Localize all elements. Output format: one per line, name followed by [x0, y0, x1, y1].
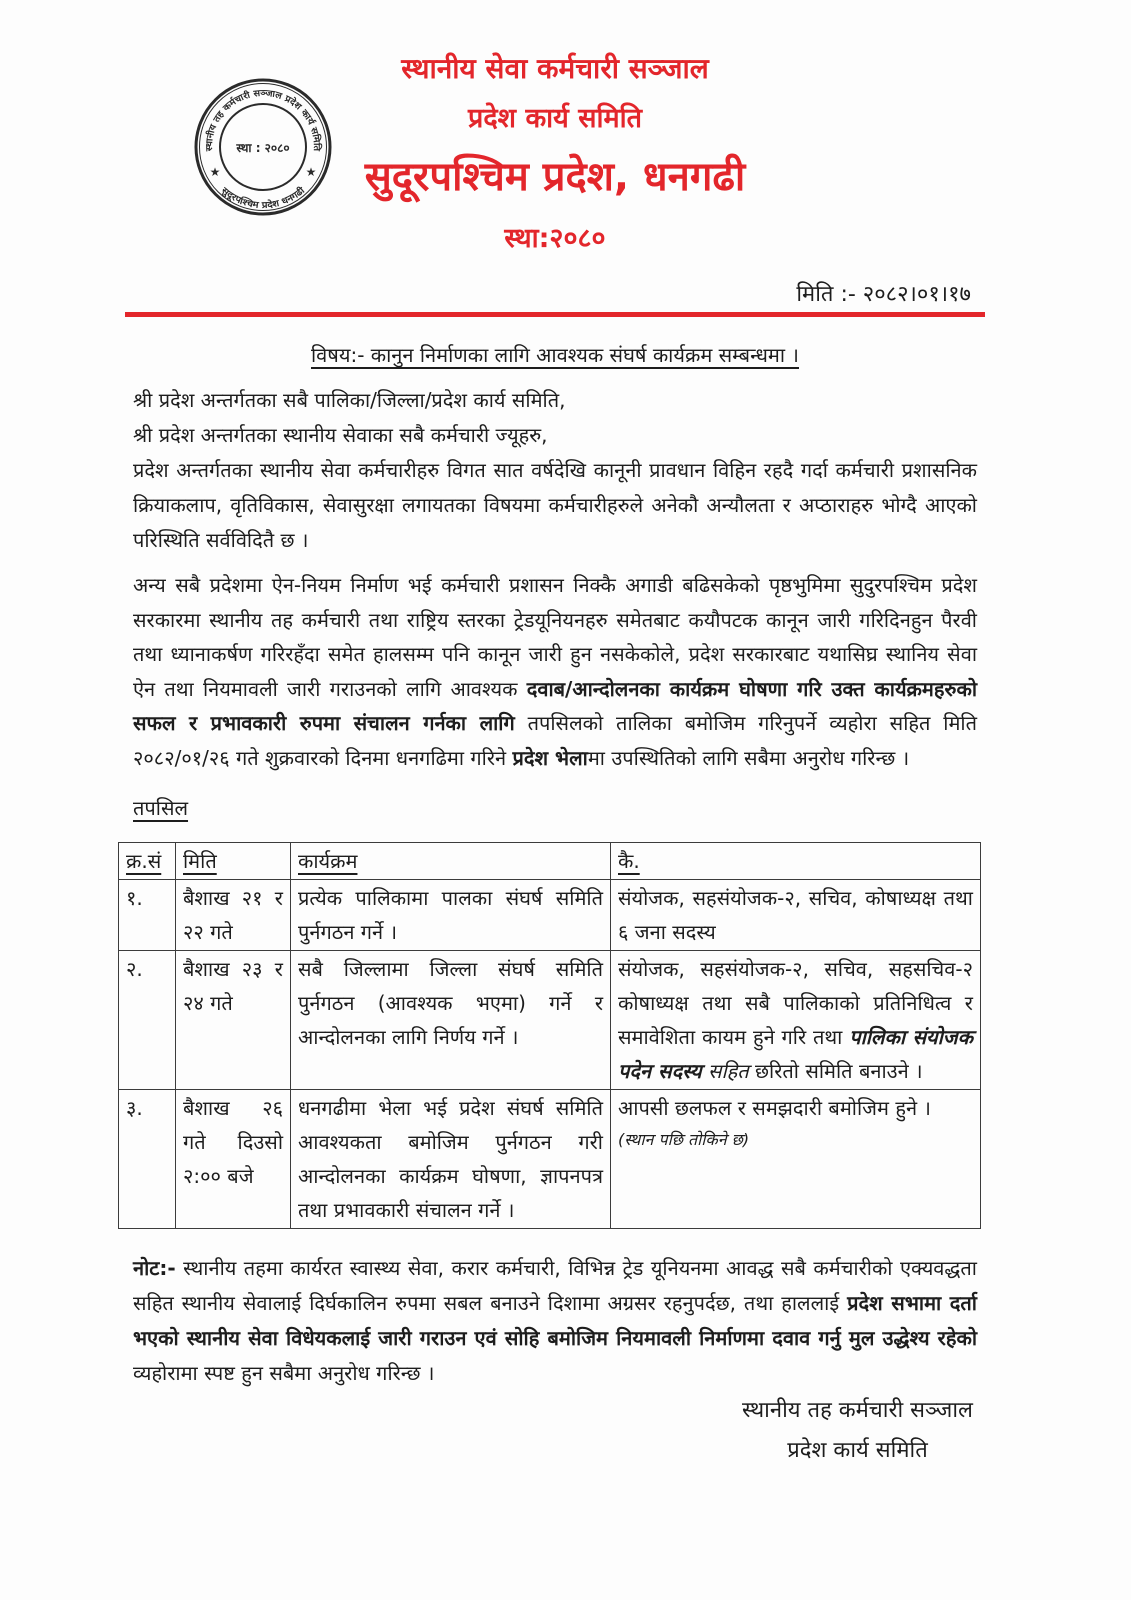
remarks-text: संयोजक, सहसंयोजक-२, सचिव, सहसचिव-२ कोषाध्यक्ष तथा सबै पालिकाको प्रतिनिधित्व र समावेशिता कायम हुने गरि तथा: [618, 956, 973, 1049]
header-remarks-text: कै.: [618, 848, 640, 873]
header-program-text: कार्यक्रम: [298, 848, 358, 873]
subject-line: [118, 338, 980, 372]
header-serial-text: क्र.सं: [126, 848, 162, 873]
header-serial: [119, 842, 176, 879]
paragraph-2: [118, 568, 980, 776]
cell-serial: १.: [119, 879, 176, 950]
note-label: नोट:-: [133, 1255, 176, 1280]
signature-committee: प्रदेश कार्य समिति: [787, 1437, 928, 1463]
header-divider: [125, 312, 985, 317]
remarks-text: आपसी छलफल र समझदारी बमोजिम हुने ।: [618, 1095, 931, 1120]
header-date-text: मिति: [183, 848, 217, 873]
header-date: [176, 842, 291, 879]
table-row: [119, 879, 981, 950]
addressees: [118, 383, 980, 453]
table-row: [119, 950, 981, 1089]
letter-body: [118, 338, 980, 1471]
cell-remarks: संयोजक, सहसंयोजक-२, सचिव, कोषाध्यक्ष तथा ६ जना सदस्य: [611, 879, 981, 950]
subject-text: विषय:- कानुन निर्माणका लागि आवश्यक संघर्ष कार्यक्रम सम्बन्धमा ।: [311, 343, 799, 367]
schedule-heading: [118, 791, 980, 825]
table-row: [119, 1089, 981, 1228]
remarks-italic: सहित: [707, 1058, 749, 1083]
cell-remarks: [611, 1089, 981, 1228]
paragraph-2-text: अन्य सबै प्रदेशमा ऐन-नियम निर्माण भई कर्मचारी प्रशासन निक्कै अगाडी बढिसकेको पृष्ठभुमिमा सुदुरपश्चिम प्रदेश सरकारमा स्थानीय तह कर्मचारी तथा राष्ट्रिय स्तरका ट्रेडयूनियनहरु समेतबाट कयौपटक कानून जारी गरिदिनहुन पैरवी तथा ध्यानाकर्षण गरिरहँदा समेत हालसम्म पनि कानून जारी हुन नसकेकोले, प्रदेश सरकारबाट यथासिघ्र स्थानिय सेवा ऐन तथा नियमावली जारी गराउनको लागि आवश्यक: [133, 573, 977, 701]
seal-star-left-icon: ★: [209, 165, 221, 179]
paragraph-2-text: मा उपस्थितिको लागि सबैमा अनुरोध गरिन्छ ।: [587, 745, 910, 770]
table-header-row: [119, 842, 981, 879]
note-paragraph: [118, 1251, 980, 1391]
cell-program: धनगढीमा भेला भई प्रदेश संघर्ष समिति आवश्यकता बमोजिम पुर्नगठन गरी आन्दोलनका कार्यक्रम घोषणा, ज्ञापनपत्र तथा प्रभावकारी संचालन गर्ने ।: [291, 1089, 611, 1228]
signature-org: स्थानीय तह कर्मचारी सञ्जाल: [742, 1397, 973, 1423]
note-text: स्थानीय तहमा कार्यरत स्वास्थ्य सेवा, करार कर्मचारी, विभिन्न ट्रेड यूनियनमा आवद्ध सबै कर्मचारीको एक्यवद्धता सहित स्थानीय सेवालाई दिर्घकालिन रुपमा सबल बनाउने दिशामा अग्रसर रहनुपर्दछ, तथा हाललाई: [133, 1255, 977, 1315]
cell-program: प्रत्येक पालिकामा पालका संघर्ष समिति पुर्नगठन गर्ने ।: [291, 879, 611, 950]
remarks-place-note: (स्थान पछि तोकिने छ): [618, 1129, 750, 1149]
seal-ring-top-text: स्थानीय तह कर्मचारी सञ्जाल प्रदेश कार्य समिति: [204, 88, 322, 152]
cell-date: बैशाख २१ र २२ गते: [176, 879, 291, 950]
letterhead-committee: प्रदेश कार्य समिति: [467, 103, 643, 134]
cell-date: बैशाख २६ गते दिउसो २:०० बजे: [176, 1089, 291, 1228]
header-remarks: [611, 842, 981, 879]
schedule-table: [118, 842, 981, 1229]
letterhead-location: सुदूरपश्चिम प्रदेश, धनगढी: [364, 154, 746, 200]
signature-block: [725, 1391, 990, 1471]
addressee-line: श्री प्रदेश अन्तर्गतका सबै पालिका/जिल्ला/प्रदेश कार्य समिति,: [133, 388, 566, 412]
paragraph-2-emphasis: प्रदेश भेला: [512, 745, 588, 770]
letterhead-org-name: स्थानीय सेवा कर्मचारी सञ्जाल: [401, 52, 709, 85]
paragraph-1: प्रदेश अन्तर्गतका स्थानीय सेवा कर्मचारीहरु विगत सात वर्षदेखि कानूनी प्रावधान विहिन रहदै गर्दा कर्मचारी प्रशासनिक क्रियाकलाप, वृतिविकास, सेवासुरक्षा लगायतका विषयमा कर्मचारीहरुले अनेकौ अन्यौलता र अप्ठाराहरु भोग्दै आएको परिस्थिति सर्वविदितै छ ।: [133, 458, 977, 552]
header-program: [291, 842, 611, 879]
paragraph-2-text: तपसिलको तालिका बमोजिम गरिनुपर्ने व्यहोरा सहित मिति २०८२/०१/२६ गते शुक्रवारको दिनमा धनगढिमा गरिने: [133, 711, 977, 770]
cell-serial: ३.: [119, 1089, 176, 1228]
seal-star-right-icon: ★: [305, 165, 317, 179]
note-text: व्यहोरामा स्पष्ट हुन सबैमा अनुरोध गरिन्छ ।: [133, 1360, 435, 1385]
paragraph-2-emphasis: दवाब/आन्दोलनका कार्यक्रम घोषणा गरि उक्त कार्यक्रमहरुको सफल र प्रभावकारी रुपमा संचालन गर्नका लागि: [133, 676, 977, 736]
seal-ring-bottom-text: सुदूरपश्चिम प्रदेश धनगढी: [219, 186, 307, 212]
schedule-heading-text: तपसिल: [133, 795, 189, 820]
cell-program: सबै जिल्लामा जिल्ला संघर्ष समिति पुर्नगठन (आवश्यक भएमा) गर्ने र आन्दोलनका लागि निर्णय गर्ने ।: [291, 950, 611, 1089]
addressee-line: श्री प्रदेश अन्तर्गतका स्थानीय सेवाका सबै कर्मचारी ज्यूहरु,: [133, 423, 548, 447]
remarks-emphasis: पालिका संयोजक पदेन सदस्य: [618, 1024, 973, 1083]
remarks-tail: छरितो समिति बनाउने ।: [748, 1058, 923, 1083]
cell-date: बैशाख २३ र २४ गते: [176, 950, 291, 1089]
cell-remarks: [611, 950, 981, 1089]
cell-serial: २.: [119, 950, 176, 1089]
letterhead-established: स्था:२०८०: [504, 223, 606, 254]
letter-date: मिति :- २०८२।०१।१७: [796, 282, 971, 307]
seal-center-text: स्था : २०८०: [236, 141, 290, 155]
note-emphasis: प्रदेश सभामा दर्ता भएको स्थानीय सेवा विधेयकलाई जारी गराउन एवं सोहि बमोजिम नियमावली निर्माणमा दवाव गर्नु मुल उद्धेश्य रहेको: [133, 1290, 977, 1350]
